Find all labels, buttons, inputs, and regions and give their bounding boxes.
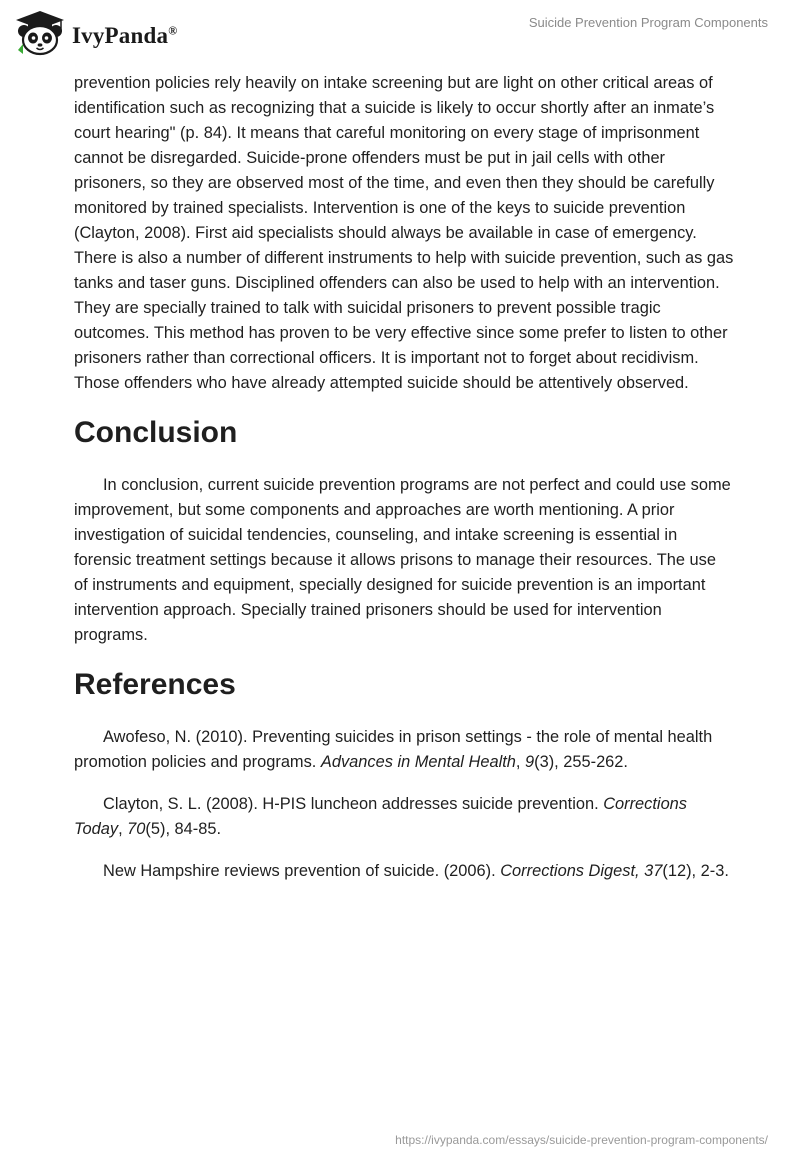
ivypanda-logo[interactable] bbox=[14, 10, 177, 61]
references-heading: References bbox=[74, 668, 236, 701]
page-header bbox=[0, 0, 800, 64]
panda-graduate-icon bbox=[14, 10, 66, 61]
intro-paragraph: prevention policies rely heavily on intake screening but are light on other critical areas of identification such as recognizing that a suicide is likely to occur shortly after an inmate’s court hearing" (p. 84). It means that careful monitoring on every stage of imprisonment cannot be disregarded. Suicide-prone offenders must be put in jail cells with other prisoners, so they are observed most of the time, and even then they should be carefully monitored by trained specialists. Intervention is one of the keys to suicide prevention (Clayton, 2008). First aid specialists should always be available in case of emergency. There is also a number of different instruments to help with suicide prevention, such as gas tanks and taser guns. Disciplined offenders can also be used to help with an intervention. They are specially trained to talk with suicidal prisoners to prevent possible tragic outcomes. This method has proven to be very effective since some prefer to listen to other prisoners rather than correctional officers. It is important not to forget about recidivism. Those offenders who have already attempted suicide should be attentively observed. bbox=[74, 74, 734, 392]
reference-item: New Hampshire reviews prevention of suicide. (2006). Corrections Digest, 37(12), 2-3. bbox=[103, 862, 729, 880]
source-url-link[interactable]: https://ivypanda.com/essays/suicide-prevention-program-components/ bbox=[395, 1133, 768, 1147]
essay-content bbox=[74, 71, 734, 901]
reference-item: Clayton, S. L. (2008). H-PIS luncheon addresses suicide prevention. Corrections Today, 70(5), 84-85. bbox=[74, 795, 687, 838]
conclusion-paragraph: In conclusion, current suicide prevention programs are not perfect and could use some improvement, but some components and approaches are worth mentioning. A prior investigation of suicidal tendencies, counseling, and intake screening is essential in forensic treatment settings because it allows prisons to manage their resources. The use of instruments and equipment, specially designed for suicide prevention is an important intervention approach. Specially trained prisoners should be used for intervention programs. bbox=[74, 476, 731, 644]
brand-name: IvyPanda® bbox=[72, 22, 178, 48]
reference-item: Awofeso, N. (2010). Preventing suicides in prison settings - the role of mental health promotion policies and programs. Advances in Mental Health, 9(3), 255-262. bbox=[74, 728, 713, 771]
document-title: Suicide Prevention Program Components bbox=[528, 15, 768, 30]
conclusion-heading: Conclusion bbox=[74, 416, 238, 449]
